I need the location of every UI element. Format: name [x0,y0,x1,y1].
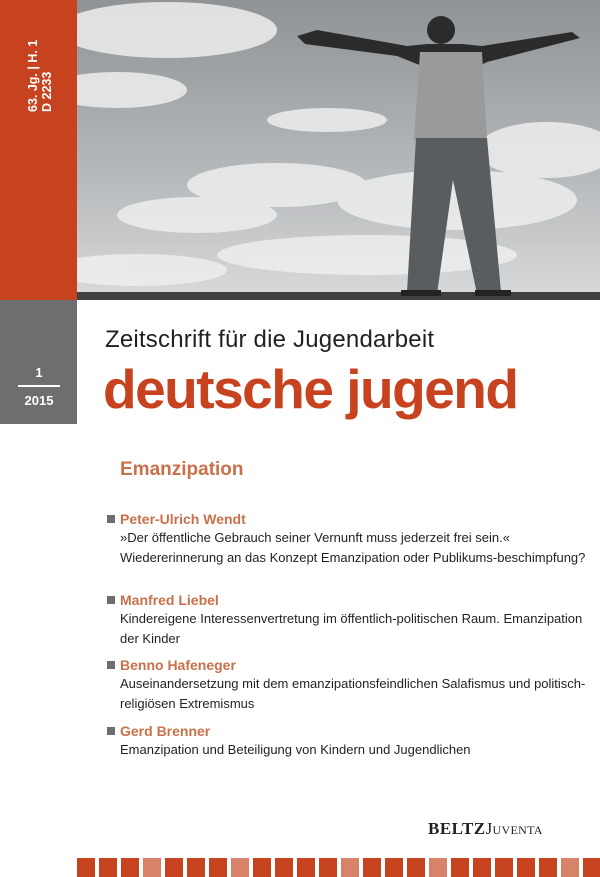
stripe-segment [517,858,535,877]
stripe-segment [451,858,469,877]
issue-theme: Emanzipation [120,459,244,480]
article-description: Auseinandersetzung mit dem emanzipationsfeindlichen Salafismus und politisch-religiösen Extremismus [120,676,586,711]
article-item [107,510,587,567]
stripe-segment [495,858,513,877]
stripe-segment [187,858,205,877]
cover-photo [77,0,600,300]
volume-line: 63. Jg. | H. 1 [26,39,40,112]
stripe-segment [473,858,491,877]
stripe-segment [429,858,447,877]
article-item [107,591,587,648]
article-author [107,722,587,740]
issue-number: 1 [35,365,43,380]
author-name: Manfred Liebel [120,592,219,608]
stripe-segment [231,858,249,877]
stripe-segment [165,858,183,877]
square-bullet-icon [107,727,115,735]
article-author [107,510,587,528]
journal-subtitle: Zeitschrift für die Jugendarbeit [105,326,435,353]
article-author [107,591,587,609]
stripe-segment [121,858,139,877]
issue-year: 2015 [24,392,54,408]
author-name: Peter-Ulrich Wendt [120,511,246,527]
stripe-segment [319,858,337,877]
stripe-segment [561,858,579,877]
article-item [107,656,587,713]
person-in-sky-image [77,0,600,300]
article-author [107,656,587,674]
spine-top-band [0,0,77,300]
article-description: »Der öffentliche Gebrauch seiner Vernunft muss jederzeit frei sein.« Wiedererinnerung an das Konzept Emanzipation oder Publikums-beschimpfung? [120,530,586,565]
stripe-segment [77,858,95,877]
issue-divider [18,385,60,387]
decorative-stripe-bar [77,858,600,877]
square-bullet-icon [107,661,115,669]
spine-volume-text [26,40,54,112]
article-description: Emanzipation und Beteiligung von Kindern und Jugendlichen [120,742,471,757]
publisher-logo [428,819,543,839]
square-bullet-icon [107,596,115,604]
publisher-name-part2: Juventa [485,819,543,838]
stripe-segment [385,858,403,877]
stripe-segment [407,858,425,877]
stripe-segment [209,858,227,877]
article-item [107,722,587,760]
author-name: Benno Hafeneger [120,657,236,673]
issue-box [18,365,60,408]
stripe-segment [583,858,600,877]
stripe-segment [341,858,359,877]
journal-title: deutsche jugend [103,358,518,420]
code-line: D 2233 [40,71,54,112]
stripe-segment [99,858,117,877]
stripe-segment [363,858,381,877]
stripe-segment [253,858,271,877]
publisher-name-part1: BELTZ [428,819,486,838]
author-name: Gerd Brenner [120,723,211,739]
stripe-segment [297,858,315,877]
article-description: Kindereigene Interessenvertretung im öffentlich-politischen Raum. Emanzipation der Kinder [120,611,583,646]
square-bullet-icon [107,515,115,523]
stripe-segment [539,858,557,877]
stripe-segment [275,858,293,877]
stripe-segment [143,858,161,877]
